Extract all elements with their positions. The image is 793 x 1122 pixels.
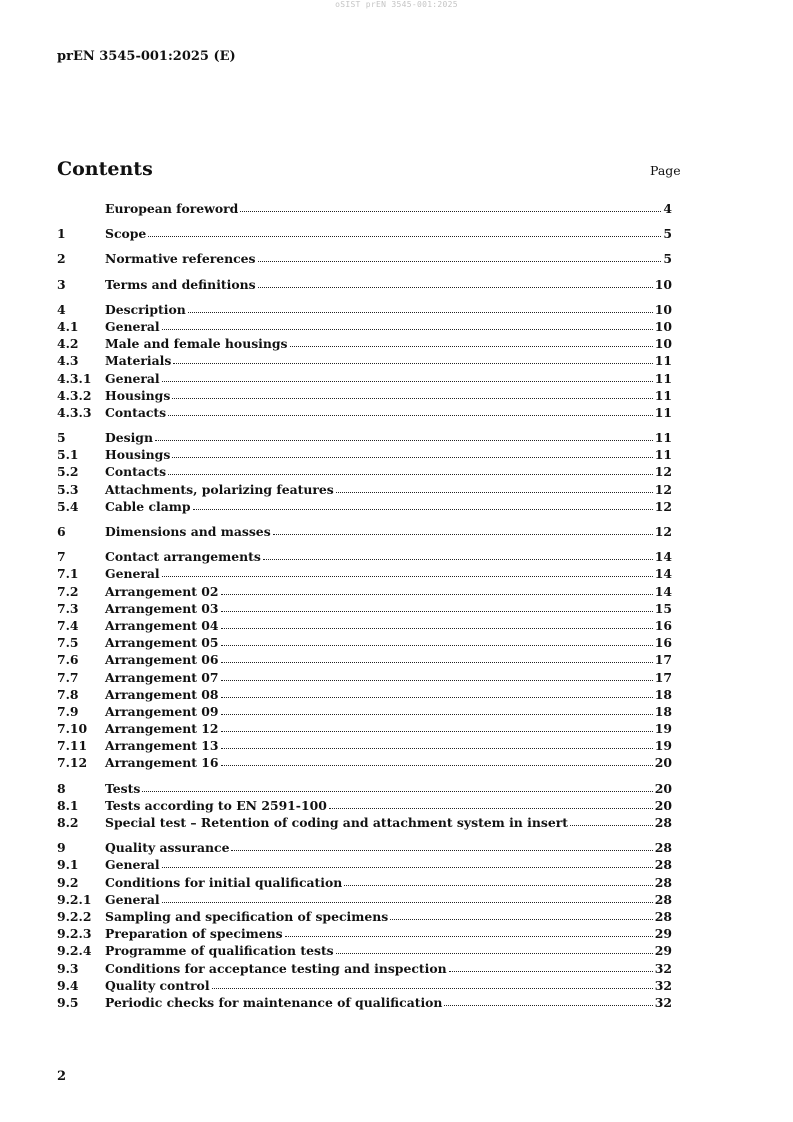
- toc-entry[interactable]: [57, 652, 672, 669]
- toc-entry-page: 16: [654, 635, 672, 651]
- toc-entry-page: 32: [654, 977, 672, 993]
- toc-entry-page: 17: [654, 669, 672, 685]
- toc-dot-leader: [155, 439, 653, 441]
- toc-dot-leader: [142, 790, 652, 792]
- toc-entry-title: Arrangement 02: [105, 583, 219, 599]
- toc-entry[interactable]: [57, 840, 672, 857]
- toc-entry-number: 4.2: [57, 336, 79, 352]
- toc-dot-leader: [221, 627, 653, 629]
- toc-entry-number: 4.3.3: [57, 404, 92, 420]
- toc-entry-title: Tests: [105, 780, 141, 796]
- toc-entry[interactable]: [57, 566, 672, 583]
- toc-dot-leader: [148, 235, 661, 237]
- toc-dot-leader: [162, 328, 653, 330]
- toc-entry-title: Quality control: [105, 977, 210, 993]
- toc-entry-number: 7.10: [57, 721, 88, 737]
- toc-entry-page: 5: [663, 251, 672, 267]
- toc-entry-title: Contacts: [105, 404, 167, 420]
- toc-entry[interactable]: [57, 798, 672, 815]
- toc-dot-leader: [390, 918, 653, 920]
- toc-entry[interactable]: [57, 319, 672, 336]
- toc-entry-title: Attachments, polarizing features: [105, 481, 334, 497]
- toc-entry[interactable]: [57, 618, 672, 635]
- contents-title: Contents: [57, 158, 153, 180]
- toc-dot-leader: [221, 593, 653, 595]
- toc-entry-number: 9.1: [57, 857, 79, 873]
- toc-entry-title: Programme of qualification tests: [105, 943, 334, 959]
- toc-entry[interactable]: [57, 978, 672, 995]
- toc-entry-title: General: [105, 370, 160, 386]
- toc-entry-page: 11: [654, 430, 672, 446]
- toc-entry-number: 5.3: [57, 481, 79, 497]
- toc-entry[interactable]: [57, 926, 672, 943]
- toc-entry-number: 9.2.1: [57, 891, 92, 907]
- toc-dot-leader: [168, 473, 653, 475]
- toc-entry[interactable]: [57, 336, 672, 353]
- toc-entry-number: 3: [57, 276, 66, 292]
- toc-entry-number: 5.4: [57, 498, 79, 514]
- toc-entry-number: 7.11: [57, 738, 88, 754]
- toc-entry[interactable]: [57, 687, 672, 704]
- toc-entry-number: 4.3.2: [57, 387, 92, 403]
- table-of-contents: [57, 201, 672, 1012]
- toc-entry-title: General: [105, 318, 160, 334]
- toc-entry-page: 5: [663, 226, 672, 242]
- toc-entry-page: 28: [654, 908, 672, 924]
- toc-entry-page: 11: [654, 370, 672, 386]
- toc-dot-leader: [290, 345, 653, 347]
- toc-entry-number: 7.4: [57, 617, 79, 633]
- toc-entry[interactable]: [57, 584, 672, 601]
- toc-dot-leader: [221, 764, 653, 766]
- toc-dot-leader: [162, 380, 653, 382]
- toc-entry-title: Arrangement 03: [105, 600, 219, 616]
- toc-dot-leader: [263, 558, 653, 560]
- toc-entry-number: 7.2: [57, 583, 79, 599]
- toc-entry-page: 12: [654, 464, 672, 480]
- toc-entry-title: Design: [105, 430, 153, 446]
- toc-dot-leader: [336, 491, 653, 493]
- toc-dot-leader: [444, 1004, 652, 1006]
- toc-entry-page: 32: [654, 960, 672, 976]
- toc-entry-number: 8.1: [57, 797, 79, 813]
- toc-entry-number: 5.2: [57, 464, 79, 480]
- toc-entry-page: 19: [654, 721, 672, 737]
- toc-entry-page: 11: [654, 353, 672, 369]
- toc-entry-page: 18: [654, 686, 672, 702]
- toc-entry[interactable]: [57, 499, 672, 516]
- toc-entry-title: Preparation of specimens: [105, 926, 283, 942]
- toc-entry-number: 9.3: [57, 960, 79, 976]
- toc-entry-page: 28: [654, 874, 672, 890]
- toc-entry[interactable]: [57, 781, 672, 798]
- toc-entry-number: 4.1: [57, 318, 79, 334]
- toc-entry-number: 8.2: [57, 815, 79, 830]
- toc-dot-leader: [172, 397, 652, 399]
- toc-entry-number: 1: [57, 226, 66, 242]
- toc-entry-title: European foreword: [105, 201, 239, 216]
- toc-dot-leader: [336, 952, 653, 954]
- toc-dot-leader: [193, 508, 653, 510]
- toc-entry[interactable]: [57, 371, 672, 388]
- toc-entry[interactable]: [57, 201, 672, 218]
- toc-entry-title: Arrangement 04: [105, 617, 219, 633]
- toc-entry-title: Materials: [105, 353, 172, 369]
- toc-dot-leader: [258, 286, 653, 288]
- toc-entry-number: 2: [57, 251, 66, 267]
- toc-entry[interactable]: [57, 635, 672, 652]
- toc-entry-title: Sampling and specification of specimens: [105, 908, 389, 924]
- toc-dot-leader: [258, 260, 662, 262]
- toc-entry-title: General: [105, 566, 160, 582]
- toc-entry-title: General: [105, 857, 160, 873]
- toc-entry-page: 14: [654, 549, 672, 565]
- watermark: oSIST prEN 3545-001:2025: [335, 0, 458, 9]
- toc-entry-title: General: [105, 891, 160, 907]
- toc-entry[interactable]: [57, 430, 672, 447]
- toc-entry-number: 4.3.1: [57, 370, 92, 386]
- toc-entry-page: 18: [654, 703, 672, 719]
- toc-dot-leader: [221, 644, 653, 646]
- toc-entry-page: 28: [654, 891, 672, 907]
- toc-entry-page: 14: [654, 583, 672, 599]
- toc-entry[interactable]: [57, 405, 672, 422]
- toc-entry-title: Arrangement 13: [105, 738, 219, 754]
- toc-entry-number: 6: [57, 524, 66, 539]
- toc-entry[interactable]: [57, 995, 672, 1012]
- toc-entry-number: 9.4: [57, 977, 79, 993]
- toc-entry-page: 10: [654, 301, 672, 317]
- toc-entry-title: Arrangement 05: [105, 635, 219, 651]
- toc-dot-leader: [168, 414, 653, 416]
- toc-entry-title: Arrangement 12: [105, 721, 219, 737]
- toc-entry-number: 7.3: [57, 600, 79, 616]
- toc-dot-leader: [172, 456, 652, 458]
- toc-entry[interactable]: [57, 670, 672, 687]
- toc-entry[interactable]: [57, 892, 672, 909]
- toc-entry-number: 7.5: [57, 635, 79, 651]
- toc-dot-leader: [449, 970, 653, 972]
- toc-entry-page: 15: [654, 600, 672, 616]
- toc-dot-leader: [285, 935, 653, 937]
- page-column-label: Page: [650, 163, 681, 178]
- toc-entry-page: 20: [654, 797, 672, 813]
- toc-dot-leader: [221, 679, 653, 681]
- document-id: prEN 3545-001:2025 (E): [57, 49, 236, 64]
- toc-entry[interactable]: [57, 482, 672, 499]
- toc-entry-page: 32: [654, 994, 672, 1010]
- toc-entry-title: Special test – Retention of coding and attachment system in insert: [105, 815, 568, 830]
- toc-dot-leader: [221, 730, 653, 732]
- toc-entry-number: 5: [57, 430, 66, 446]
- toc-entry-number: 7.12: [57, 755, 88, 771]
- toc-entry[interactable]: [57, 302, 672, 319]
- toc-entry-page: 29: [654, 943, 672, 959]
- toc-entry-number: 7.1: [57, 566, 79, 582]
- toc-entry-title: Arrangement 06: [105, 652, 219, 668]
- toc-entry-title: Male and female housings: [105, 336, 288, 352]
- toc-entry-page: 16: [654, 617, 672, 633]
- toc-entry[interactable]: [57, 721, 672, 738]
- toc-dot-leader: [221, 696, 653, 698]
- toc-entry-title: Periodic checks for maintenance of qualification: [105, 994, 443, 1010]
- toc-entry-title: Dimensions and masses: [105, 524, 271, 539]
- toc-entry[interactable]: [57, 388, 672, 405]
- toc-dot-leader: [570, 824, 653, 826]
- toc-entry-page: 11: [654, 447, 672, 463]
- toc-entry-number: 9: [57, 840, 66, 856]
- toc-dot-leader: [240, 210, 661, 212]
- toc-dot-leader: [231, 849, 652, 851]
- toc-entry[interactable]: [57, 277, 672, 294]
- toc-entry-number: 9.2.2: [57, 908, 92, 924]
- toc-entry-page: 28: [654, 857, 672, 873]
- toc-entry-page: 28: [654, 815, 672, 830]
- toc-dot-leader: [188, 311, 653, 313]
- toc-entry-page: 14: [654, 566, 672, 582]
- toc-entry-page: 10: [654, 276, 672, 292]
- toc-entry-page: 12: [654, 498, 672, 514]
- toc-entry[interactable]: [57, 815, 672, 832]
- toc-dot-leader: [212, 987, 653, 989]
- toc-entry-title: Terms and definitions: [105, 276, 256, 292]
- toc-entry[interactable]: [57, 704, 672, 721]
- toc-entry-page: 29: [654, 926, 672, 942]
- toc-dot-leader: [162, 866, 653, 868]
- toc-entry[interactable]: [57, 875, 672, 892]
- toc-entry-page: 20: [654, 780, 672, 796]
- toc-entry[interactable]: [57, 943, 672, 960]
- toc-entry-page: 11: [654, 387, 672, 403]
- toc-entry-title: Conditions for acceptance testing and inspection: [105, 960, 447, 976]
- toc-entry-number: 7.7: [57, 669, 79, 685]
- toc-entry[interactable]: [57, 755, 672, 772]
- toc-entry-title: Arrangement 09: [105, 703, 219, 719]
- toc-entry-title: Tests according to EN 2591-100: [105, 797, 327, 813]
- toc-entry-page: 4: [663, 201, 672, 216]
- toc-entry-number: 9.2: [57, 874, 79, 890]
- toc-entry-number: 5.1: [57, 447, 79, 463]
- toc-entry-title: Normative references: [105, 251, 256, 267]
- toc-entry-title: Arrangement 16: [105, 755, 219, 771]
- toc-entry-page: 12: [654, 524, 672, 539]
- toc-dot-leader: [162, 575, 653, 577]
- toc-entry[interactable]: [57, 961, 672, 978]
- toc-entry-page: 17: [654, 652, 672, 668]
- toc-entry-number: 7: [57, 549, 66, 565]
- toc-entry[interactable]: [57, 857, 672, 874]
- toc-entry-page: 12: [654, 481, 672, 497]
- toc-entry-title: Arrangement 07: [105, 669, 219, 685]
- toc-entry-title: Contact arrangements: [105, 549, 261, 565]
- toc-entry-title: Description: [105, 301, 186, 317]
- toc-entry[interactable]: [57, 909, 672, 926]
- toc-entry-number: 7.6: [57, 652, 79, 668]
- toc-entry-page: 10: [654, 336, 672, 352]
- toc-entry-title: Quality assurance: [105, 840, 230, 856]
- toc-entry-title: Housings: [105, 447, 171, 463]
- toc-entry[interactable]: [57, 353, 672, 370]
- toc-entry-title: Contacts: [105, 464, 167, 480]
- toc-entry-page: 10: [654, 318, 672, 334]
- toc-entry-title: Cable clamp: [105, 498, 191, 514]
- footer-page-number: 2: [57, 1069, 67, 1084]
- toc-entry-number: 9.2.4: [57, 943, 92, 959]
- toc-dot-leader: [221, 610, 653, 612]
- toc-entry[interactable]: [57, 738, 672, 755]
- toc-entry-number: 9.2.3: [57, 926, 92, 942]
- toc-entry[interactable]: [57, 464, 672, 481]
- toc-entry-number: 7.9: [57, 703, 79, 719]
- toc-dot-leader: [273, 533, 653, 535]
- toc-entry-page: 20: [654, 755, 672, 771]
- toc-entry-page: 19: [654, 738, 672, 754]
- toc-entry[interactable]: [57, 447, 672, 464]
- toc-entry-page: 28: [654, 840, 672, 856]
- toc-entry[interactable]: [57, 226, 672, 243]
- toc-entry-number: 4.3: [57, 353, 79, 369]
- toc-entry-title: Housings: [105, 387, 171, 403]
- toc-entry-number: 8: [57, 780, 66, 796]
- toc-dot-leader: [344, 884, 653, 886]
- toc-dot-leader: [221, 747, 653, 749]
- toc-entry[interactable]: [57, 251, 672, 268]
- toc-entry[interactable]: [57, 601, 672, 618]
- toc-entry[interactable]: [57, 524, 672, 541]
- toc-entry-number: 9.5: [57, 994, 79, 1010]
- toc-dot-leader: [329, 807, 653, 809]
- toc-entry-title: Conditions for initial qualification: [105, 874, 343, 890]
- toc-entry[interactable]: [57, 549, 672, 566]
- toc-entry-number: 4: [57, 301, 66, 317]
- toc-entry-title: Scope: [105, 226, 147, 242]
- toc-entry-title: Arrangement 08: [105, 686, 219, 702]
- toc-dot-leader: [162, 901, 653, 903]
- toc-dot-leader: [221, 661, 653, 663]
- toc-entry-number: 7.8: [57, 686, 79, 702]
- toc-dot-leader: [173, 362, 652, 364]
- toc-dot-leader: [221, 713, 653, 715]
- toc-entry-page: 11: [654, 404, 672, 420]
